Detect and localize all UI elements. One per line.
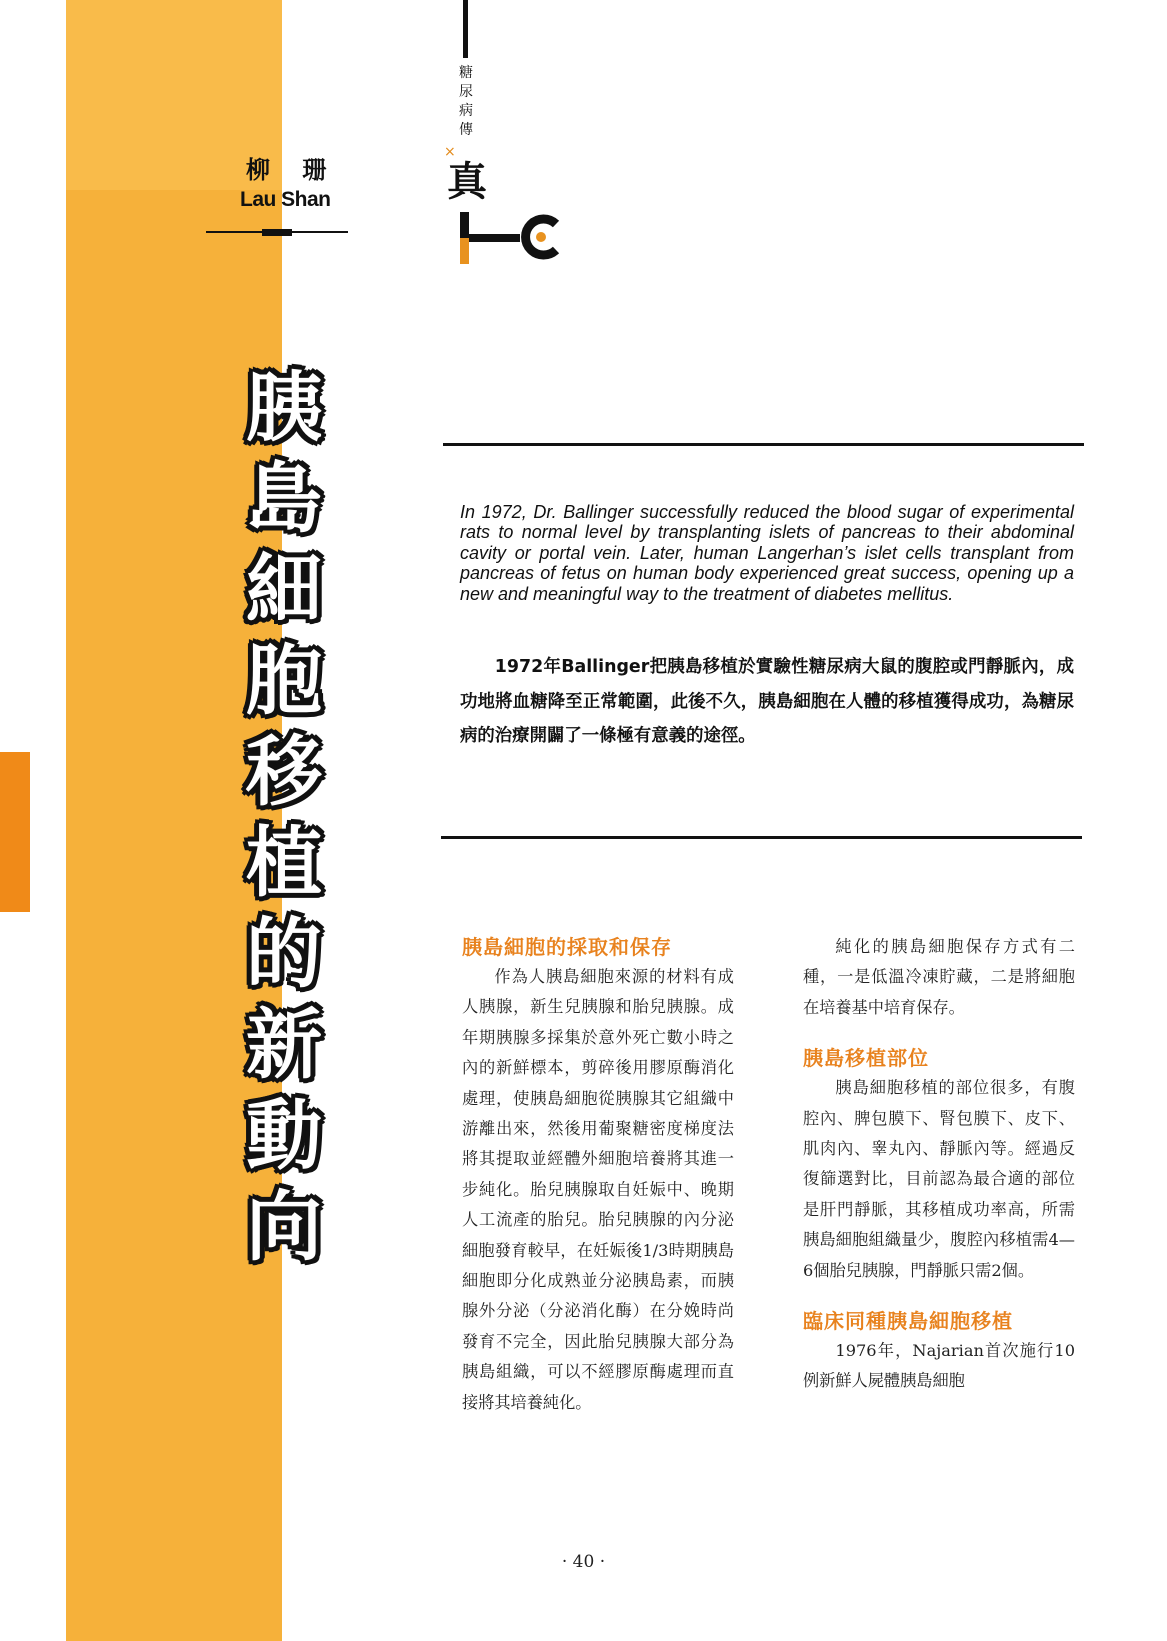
abstract-english: In 1972, Dr. Ballinger successfully reduced the blood sugar of experimental rats to normal level by transplanting islets of pancreas to their abdominal cavity or portal vein. Later, human Langerhan’s islet cells transplant from pancreas of fetus on human body experienced great success, opening up a new and meaningful way to the treatment of diabetes mellitus. [460, 502, 1074, 604]
series-char: 傳 [459, 122, 473, 138]
page-number: · 40 · [561, 1552, 606, 1572]
title-char: 移 [246, 727, 322, 816]
section-heading-site: 胰島移植部位 [803, 1046, 929, 1071]
article-title-vertical [238, 362, 330, 1272]
series-top-bar [463, 0, 468, 58]
section-heading-harvest: 胰島細胞的採取和保存 [462, 935, 672, 959]
title-char: 植 [246, 818, 322, 907]
series-char: 糖 [459, 65, 473, 81]
orange-edge-tab [0, 752, 30, 912]
abstract-top-rule [443, 443, 1084, 446]
series-x-mark: × [444, 144, 456, 160]
title-char: 向 [246, 1182, 322, 1271]
section-body-storage: 純化的胰島細胞保存方式有二種，一是低溫冷凍貯藏，二是將細胞在培養基中培育保存。 [803, 937, 1075, 1017]
series-label-vertical [457, 64, 475, 140]
series-mark-glyph: 真 [447, 158, 487, 205]
abstract-chinese: 1972年Ballinger把胰島移植於實驗性糖尿病大鼠的腹腔或門靜脈內，成功地將血糖降至正常範圍，此後不久，胰島細胞在人體的移植獲得成功，為糖尿病的治療開闢了一條極有意義的途徑。 [460, 657, 1074, 746]
title-char: 島 [246, 454, 322, 543]
series-char: 尿 [459, 84, 473, 100]
title-char: 胞 [246, 636, 322, 725]
title-char: 細 [246, 545, 322, 634]
abstract-bottom-rule [441, 836, 1082, 839]
section-heading-clinical: 臨床同種胰島細胞移植 [803, 1309, 1013, 1334]
title-char: 胰 [246, 363, 322, 452]
section-body-harvest: 作為人胰島細胞來源的材料有成人胰腺，新生兒胰腺和胎兒胰腺。成年期胰腺多採集於意外死亡數小時之內的新鮮標本，剪碎後用膠原酶消化處理，使胰島細胞從胰腺其它組織中游離出來，然後用葡聚糖密度梯度法將其提取並經體外細胞培養將其進一步純化。胎兒胰腺取自妊娠中、晚期人工流產的胎兒。胎兒胰腺的內分泌細胞發育較早，在妊娠後1/3時期胰島細胞即分化成熟並分泌胰島素，而胰腺外分泌（分泌消化酶）在分娩時尚發育不完全，因此胎兒胰腺大部分為胰島組織，可以不經膠原酶處理而直接將其培養純化。 [462, 967, 734, 1412]
section-body-clinical: 1976年，Najarian首次施行10例新鮮人屍體胰島細胞 [803, 1341, 1075, 1391]
hc-logo-c-icon [516, 212, 566, 262]
body-column-right [803, 932, 1075, 1397]
series-char: 病 [459, 103, 473, 119]
author-name-english: Lau Shan [240, 188, 331, 211]
body-column-left [462, 932, 734, 1418]
author-name-chinese: 柳 珊 [246, 156, 339, 184]
section-body-site: 胰島細胞移植的部位很多，有腹腔內、脾包膜下、腎包膜下、皮下、肌肉內、睾丸內、靜脈內等。經過反復篩選對比，目前認為最合適的部位是肝門靜脈，其移植成功率高，所需胰島細胞組織量少，腹腔內移植需4—6個胎兒胰腺，門靜脈只需2個。 [803, 1078, 1075, 1280]
title-char: 的 [246, 909, 322, 998]
author-rule-accent [262, 229, 292, 236]
title-char: 動 [246, 1091, 322, 1180]
title-char: 新 [246, 1000, 322, 1089]
hc-logo-crossbar [466, 234, 520, 242]
hc-logo-accent [460, 238, 469, 264]
